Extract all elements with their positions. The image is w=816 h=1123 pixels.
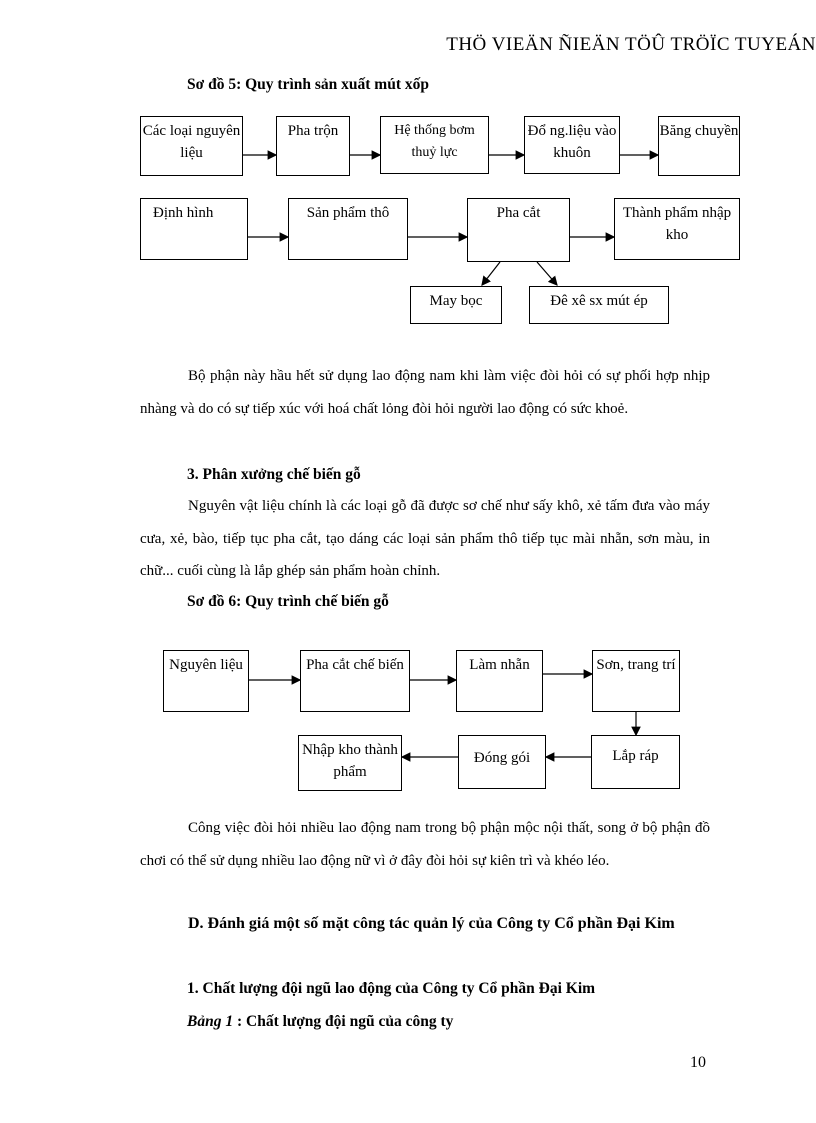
diagram6-title: Sơ đồ 6: Quy trình chế biến gỗ	[187, 593, 389, 610]
d5-box-cutting: Pha cắt	[467, 198, 570, 262]
d5-box-conveyor: Băng chuyền	[658, 116, 740, 176]
d6-box-cutting: Pha cắt chế biến	[300, 650, 410, 712]
d5-box-shaping: Định hình	[140, 198, 248, 260]
d5-box-finished-storage: Thành phẩm nhập kho	[614, 198, 740, 260]
d5-box-mixing: Pha trộn	[276, 116, 350, 176]
d5-box-raw-product: Sản phẩm thô	[288, 198, 408, 260]
d6-box-finished-storage: Nhập kho thành phẩm	[298, 735, 402, 791]
d5-box-upholstery: May bọc	[410, 286, 502, 324]
table-caption-text: : Chất lượng đội ngũ của công ty	[236, 1013, 454, 1030]
d5-box-pump-system: Hệ thống bơm thuỷ lực	[380, 116, 489, 174]
d6-box-packaging: Đóng gói	[458, 735, 546, 789]
section-heading-1: 1. Chất lượng đội ngũ lao động của Công ty Cổ phần Đại Kim	[187, 980, 596, 997]
section-heading-3: 3. Phân xưởng chế biến gỗ	[187, 466, 361, 483]
d5-box-raw-materials: Các loại nguyên liệu	[140, 116, 243, 176]
arrow-d5-8-11	[537, 262, 557, 285]
arrow-d5-8-10	[482, 262, 500, 285]
d6-box-assembly: Lắp ráp	[591, 735, 680, 789]
d6-box-sanding: Làm nhẵn	[456, 650, 543, 712]
paragraph-wood-process: Nguyên vật liệu chính là các loại gỗ đã được sơ chế như sấy khô, xẻ tấm đưa vào máy cưa, xẻ, bào, tiếp tục pha cắt, tạo dáng các loại sản phẩm thô tiếp tục mài nhẵn, sơn màu, in chữ... cuối cùng là lắp ghép sản phẩm hoàn chỉnh.	[140, 498, 710, 579]
table-caption	[187, 1013, 453, 1031]
paragraph-gender: Công việc đòi hỏi nhiều lao động nam trong bộ phận mộc nội thất, song ở bộ phận đồ chơi có thể sử dụng nhiều lao động nữ vì ở đây đòi hỏi sự kiên trì và khéo léo.	[140, 820, 710, 869]
page-number: 10	[690, 1054, 706, 1071]
d5-box-foam-press: Đê xê sx mút ép	[529, 286, 669, 324]
section-heading-d: D. Đánh giá một số mặt công tác quản lý của Công ty Cổ phần Đại Kim	[188, 915, 675, 932]
page-header: THÖ VIEÄN ÑIEÄN TÖÛ TRÖÏC TUYEÁN	[446, 34, 816, 55]
diagram5-title: Sơ đồ 5: Quy trình sản xuất mút xốp	[187, 76, 429, 93]
d6-box-raw-materials: Nguyên liệu	[163, 650, 249, 712]
table-label: Bảng 1	[187, 1013, 234, 1030]
paragraph-labor: Bộ phận này hầu hết sử dụng lao động nam khi làm việc đòi hỏi có sự phối hợp nhịp nhàng và do có sự tiếp xúc với hoá chất lỏng đòi hỏi người lao động có sức khoẻ.	[140, 368, 710, 417]
d6-box-painting: Sơn, trang trí	[592, 650, 680, 712]
d5-box-pour-mold: Đổ ng.liệu vào khuôn	[524, 116, 620, 174]
